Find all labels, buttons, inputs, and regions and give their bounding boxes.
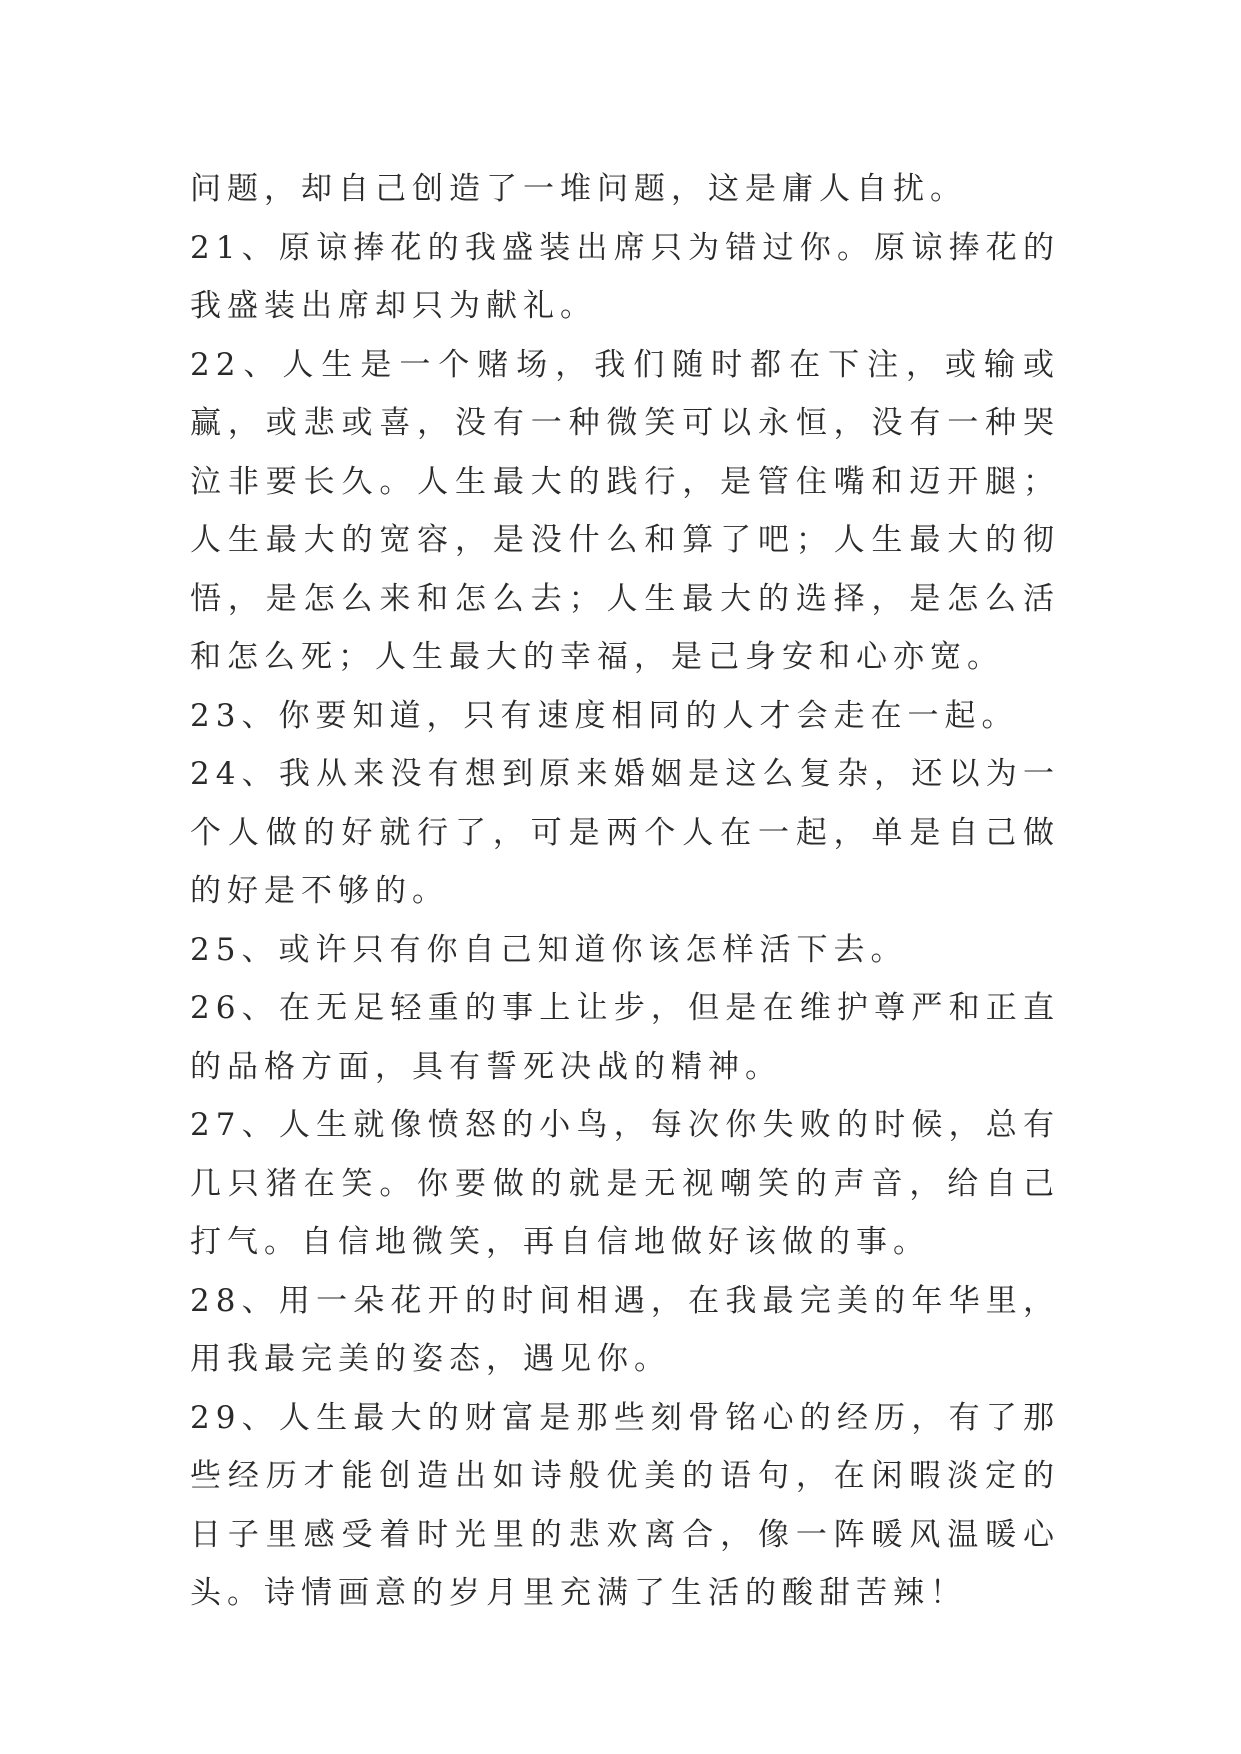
paragraph-27: 27、人生就像愤怒的小鸟，每次你失败的时候，总有几只猪在笑。你要做的就是无视嘲笑的声音，给自己打气。自信地微笑，再自信地做好该做的事。 bbox=[190, 1107, 1060, 1260]
paragraph-continued: 问题，却自己创造了一堆问题，这是庸人自扰。 bbox=[190, 171, 967, 207]
paragraph-21: 21、原谅捧花的我盛装出席只为错过你。原谅捧花的我盛装出席却只为献礼。 bbox=[190, 229, 1060, 324]
paragraph-28: 28、用一朵花开的时间相遇，在我最完美的年华里，用我最完美的姿态，遇见你。 bbox=[190, 1282, 1060, 1377]
paragraph-23: 23、你要知道，只有速度相同的人才会走在一起。 bbox=[190, 697, 1019, 734]
paragraph-26: 26、在无足轻重的事上让步，但是在维护尊严和正直的品格方面，具有誓死决战的精神。 bbox=[190, 990, 1060, 1085]
paragraph-24: 24、我从来没有想到原来婚姻是这么复杂，还以为一个人做的好就行了，可是两个人在一起，单是自己做的好是不够的。 bbox=[190, 756, 1060, 909]
paragraph-25: 25、或许只有你自己知道你该怎样活下去。 bbox=[190, 931, 908, 968]
document-body bbox=[190, 160, 1060, 1623]
paragraph-29: 29、人生最大的财富是那些刻骨铭心的经历，有了那些经历才能创造出如诗般优美的语句，在闲暇淡定的日子里感受着时光里的悲欢离合，像一阵暖风温暖心头。诗情画意的岁月里充满了生活的酸甜苦辣！ bbox=[190, 1399, 1060, 1611]
paragraph-22: 22、人生是一个赌场，我们随时都在下注，或输或赢，或悲或喜，没有一种微笑可以永恒，没有一种哭泣非要长久。人生最大的践行，是管住嘴和迈开腿；人生最大的宽容，是没什么和算了吧；人生最大的彻悟，是怎么来和怎么去；人生最大的选择，是怎么活和怎么死；人生最大的幸福，是己身安和心亦宽。 bbox=[190, 346, 1060, 675]
